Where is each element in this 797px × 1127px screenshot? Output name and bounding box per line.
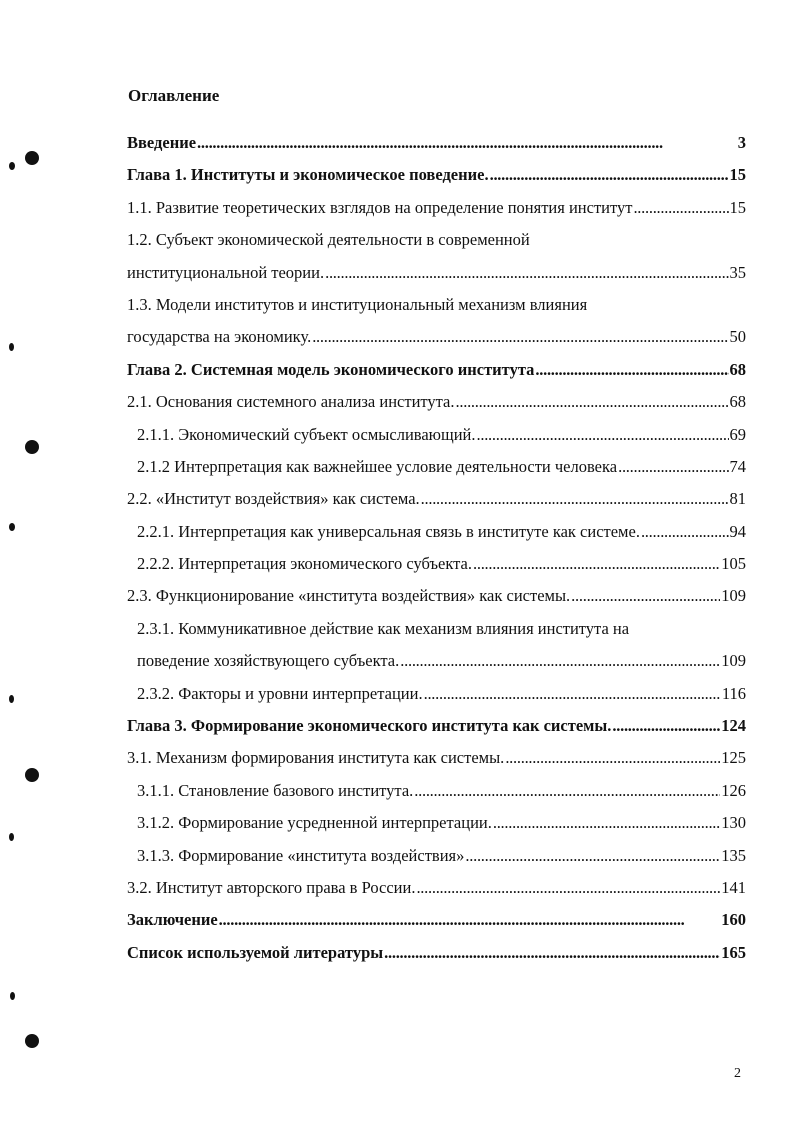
toc-entry: [127, 710, 746, 742]
toc-entry-title: 2.3.1. Коммуникативное действие как механизм влияния института на: [137, 618, 630, 638]
toc-entry-title: 3.1.1. Становление базового института.: [137, 780, 414, 800]
toc-entry: [127, 645, 746, 677]
toc-entry-title: 2.1.1. Экономический субъект осмысливающий.: [137, 424, 476, 444]
toc-entry-title: 1.2. Субъект экономической деятельности в современной: [127, 230, 530, 250]
dot-leader: [505, 742, 720, 774]
toc-entry-page: 68: [729, 392, 746, 412]
toc-entry-page: 116: [721, 683, 746, 703]
toc-entry: [127, 354, 746, 386]
toc-entry-title: 2.3. Функционирование «института воздействия» как системы.: [127, 586, 571, 606]
toc-entry-title: Введение: [127, 133, 197, 152]
toc-entry-page: 3: [737, 133, 746, 152]
toc-entry-page: 125: [721, 748, 746, 768]
dot-leader: [325, 257, 728, 289]
toc-entry-page: 124: [721, 716, 746, 736]
toc-entry: [127, 678, 746, 710]
table-of-contents: [127, 127, 746, 969]
toc-entry-title: 2.2.1. Интерпретация как универсальная связь в институте как системе.: [137, 521, 640, 541]
toc-entry: [127, 321, 746, 353]
toc-entry-page: 15: [729, 197, 746, 217]
toc-entry-page: 165: [721, 942, 746, 962]
toc-entry: [127, 775, 746, 807]
dot-leader: [493, 807, 720, 839]
toc-entry: [127, 451, 746, 483]
toc-entry-title: 1.1. Развитие теоретических взглядов на определение понятия институт: [127, 197, 633, 217]
toc-entry-page: 81: [729, 489, 746, 509]
toc-entry-line: [127, 289, 746, 321]
toc-entry-page: 68: [729, 359, 746, 379]
toc-entry-page: 109: [721, 651, 746, 671]
punch-hole-mark: [25, 151, 39, 165]
toc-entry: [127, 419, 746, 451]
dot-leader: [219, 904, 721, 936]
dot-leader: [414, 775, 720, 807]
toc-entry-page: 69: [729, 424, 746, 444]
toc-entry-title: 2.2.2. Интерпретация экономического субъекта.: [137, 554, 472, 574]
toc-entry-title: 3.2. Институт авторского права в России.: [127, 877, 416, 897]
dot-leader: [312, 321, 728, 353]
toc-entry: [127, 483, 746, 515]
toc-entry-title: Глава 3. Формирование экономического института как системы.: [127, 716, 612, 736]
dot-leader: [641, 516, 729, 548]
toc-entry-title: 2.1. Основания системного анализа института.: [127, 392, 455, 412]
toc-entry: [127, 257, 746, 289]
punch-hole-mark: [9, 162, 15, 170]
dot-leader: [384, 937, 720, 969]
toc-entry-title: поведение хозяйствующего субъекта.: [137, 651, 400, 671]
toc-entry: [127, 742, 746, 774]
toc-entry-page: 94: [729, 521, 746, 541]
toc-entry-line: [127, 224, 746, 256]
toc-entry-line: [127, 613, 746, 645]
toc-entry-title: 3.1.3. Формирование «института воздействия»: [137, 845, 465, 865]
toc-entry-title: 2.1.2 Интерпретация как важнейшее условие деятельности человека: [137, 456, 618, 476]
toc-entry-page: 50: [729, 327, 746, 347]
dot-leader: [618, 451, 728, 483]
toc-entry: [127, 159, 746, 191]
punch-hole-mark: [9, 695, 14, 703]
toc-entry-page: 135: [721, 845, 746, 865]
toc-entry: [127, 192, 746, 224]
toc-entry-title: Заключение: [127, 910, 218, 930]
punch-hole-mark: [9, 343, 14, 351]
dot-leader: [416, 872, 720, 904]
toc-entry-page: 35: [729, 262, 746, 282]
punch-hole-mark: [25, 440, 39, 454]
toc-entry-page: 105: [721, 554, 746, 574]
toc-entry-title: Список используемой литературы: [127, 942, 384, 962]
dot-leader: [633, 192, 728, 224]
dot-leader: [421, 483, 729, 515]
dot-leader: [424, 678, 721, 710]
toc-entry: [127, 580, 746, 612]
dot-leader: [456, 386, 729, 418]
dot-leader: [490, 159, 729, 191]
dot-leader: [400, 645, 720, 677]
toc-entry-page: 126: [721, 780, 746, 800]
toc-entry-title: 2.2. «Институт воздействия» как система.: [127, 489, 420, 509]
toc-entry: [127, 386, 746, 418]
toc-heading: Оглавление: [128, 86, 220, 105]
toc-entry: [127, 904, 746, 936]
toc-entry-title: Глава 1. Институты и экономическое поведение.: [127, 165, 489, 185]
toc-entry-page: 109: [721, 586, 746, 606]
toc-entry: [127, 937, 746, 969]
toc-entry-title: 3.1.2. Формирование усредненной интерпретации.: [137, 813, 492, 833]
toc-entry-page: 141: [721, 877, 746, 897]
toc-entry-page: 74: [729, 456, 746, 476]
dot-leader: [465, 840, 720, 872]
toc-entry-title: 1.3. Модели институтов и институциональный механизм влияния: [127, 294, 588, 314]
toc-entry-title: государства на экономику.: [127, 327, 312, 347]
toc-entry-title: 3.1. Механизм формирования института как системы.: [127, 748, 505, 768]
toc-entry-title: Глава 2. Системная модель экономического института: [127, 359, 535, 379]
dot-leader: [535, 354, 728, 386]
punch-hole-mark: [9, 833, 14, 841]
toc-entry-title: 2.3.2. Факторы и уровни интерпретации.: [137, 683, 423, 703]
toc-entry-page: 130: [721, 813, 746, 833]
dot-leader: [477, 419, 729, 451]
punch-hole-mark: [9, 523, 15, 531]
toc-entry: [127, 872, 746, 904]
toc-entry: [127, 840, 746, 872]
toc-entry: [127, 548, 746, 580]
punch-hole-mark: [25, 1034, 39, 1048]
dot-leader: [612, 710, 720, 742]
punch-hole-mark: [25, 768, 39, 782]
toc-entry: [127, 516, 746, 548]
page-number: 2: [734, 1066, 741, 1081]
dot-leader: [197, 127, 737, 159]
toc-entry: [127, 807, 746, 839]
toc-entry-page: 160: [721, 910, 746, 930]
dot-leader: [473, 548, 720, 580]
toc-entry-page: 15: [729, 165, 746, 185]
punch-hole-mark: [10, 992, 15, 1000]
dot-leader: [571, 580, 720, 612]
toc-entry: [127, 127, 746, 159]
toc-entry-title: институциональной теории.: [127, 262, 325, 282]
